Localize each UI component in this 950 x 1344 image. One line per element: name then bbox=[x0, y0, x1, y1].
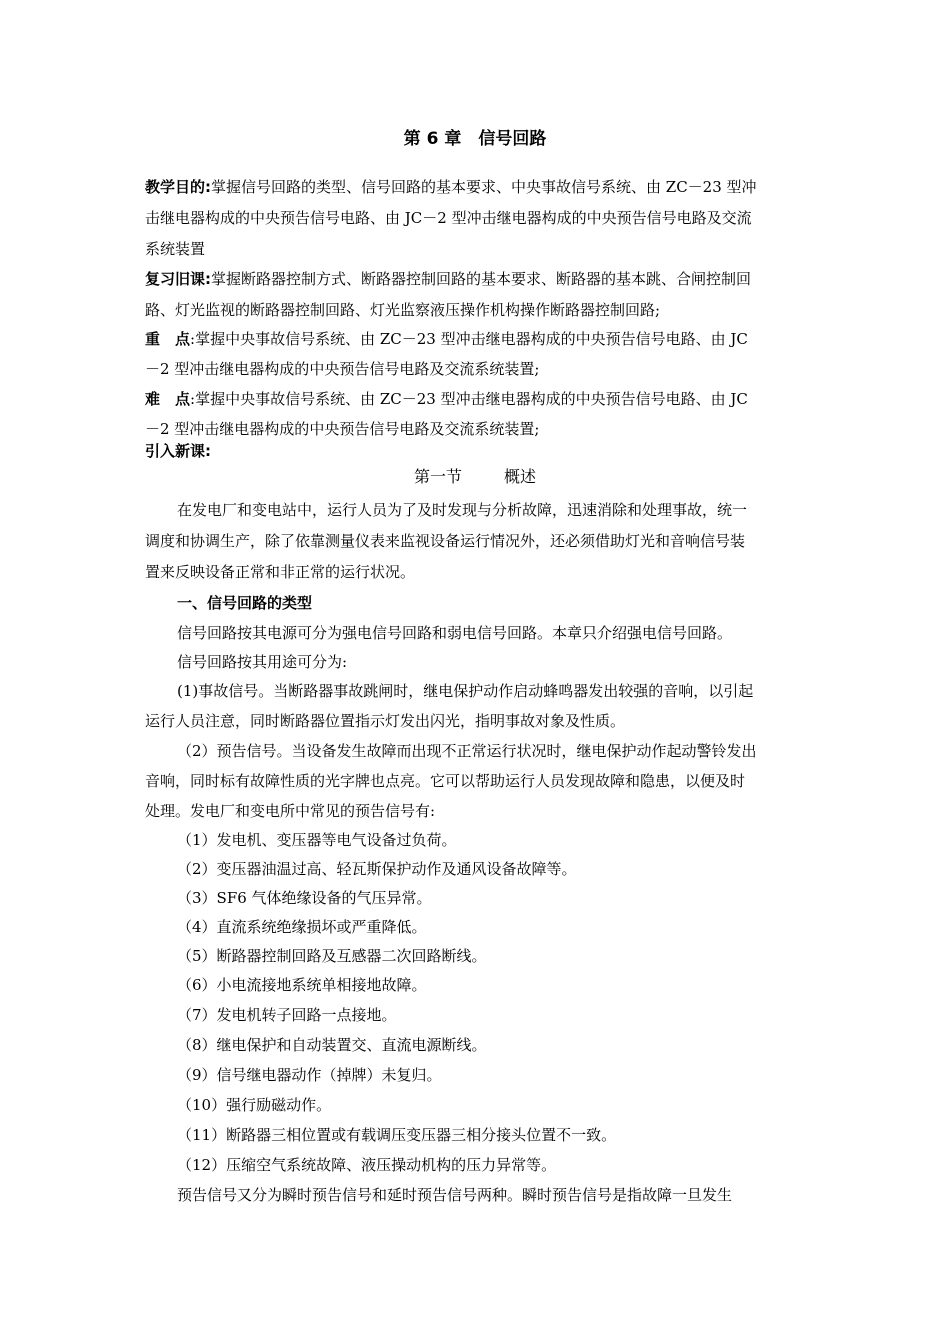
warning-signal-line-3: 处理。发电厂和变电所中常见的预告信号有: bbox=[145, 802, 436, 820]
warning-item: （7）发电机转子回路一点接地。 bbox=[177, 1006, 397, 1024]
warning-item: （2）变压器油温过高、轻瓦斯保护动作及通风设备故障等。 bbox=[177, 860, 577, 878]
subheading: 一、信号回路的类型 bbox=[177, 594, 313, 612]
section-title bbox=[0, 464, 950, 487]
accident-signal-line-1: (1)事故信号。当断路器事故跳闸时，继电保护动作启动蜂鸣器发出较强的音响，以引起 bbox=[177, 682, 754, 700]
review-label: 复习旧课: bbox=[145, 270, 211, 288]
review-text-1: 掌握断路器控制方式、断路器控制回路的基本要求、断路器的基本跳、合闸控制回 bbox=[211, 270, 752, 288]
warning-item: （3）SF6 气体绝缘设备的气压异常。 bbox=[177, 889, 432, 907]
overview-line-1: 在发电厂和变电站中，运行人员为了及时发现与分析故障，迅速消除和处理事故，统一 bbox=[177, 501, 748, 519]
warning-signal-line-1: （2）预告信号。当设备发生故障而出现不正常运行状况时，继电保护动作起动警铃发出 bbox=[177, 742, 757, 760]
chapter-title: 第 6 章 信号回路 bbox=[403, 129, 547, 149]
key-points-label: 重 点 bbox=[145, 330, 191, 348]
warning-item: （6）小电流接地系统单相接地故障。 bbox=[177, 976, 427, 994]
intro-label: 引入新课: bbox=[145, 442, 211, 460]
section-name: 概述 bbox=[504, 467, 537, 486]
difficulties-line-2: －2 型冲击继电器构成的中央预告信号电路及交流系统装置; bbox=[145, 420, 540, 438]
review-line-1 bbox=[145, 264, 807, 294]
difficulties-line-1 bbox=[145, 384, 807, 414]
accident-signal-line-2: 运行人员注意，同时断路器位置指示灯发出闪光，指明事故对象及性质。 bbox=[145, 712, 626, 730]
objectives-label: 教学目的: bbox=[145, 178, 211, 196]
warning-item: （5）断路器控制回路及互感器二次回路断线。 bbox=[177, 947, 487, 965]
objectives-line-3: 系统装置 bbox=[145, 240, 206, 258]
final-sentence: 预告信号又分为瞬时预告信号和延时预告信号两种。瞬时预告信号是指故障一旦发生 bbox=[177, 1186, 733, 1204]
review-line-2: 路、灯光监视的断路器控制回路、灯光监察液压操作机构操作断路器控制回路; bbox=[145, 301, 661, 319]
objectives-line-2: 击继电器构成的中央预告信号电路、由 JC－2 型冲击继电器构成的中央预告信号电路及交流 bbox=[145, 209, 752, 227]
warning-signal-line-2: 音响，同时标有故障性质的光字牌也点亮。它可以帮助运行人员发现故障和隐患，以便及时 bbox=[145, 772, 746, 790]
warning-item: （10）强行励磁动作。 bbox=[177, 1096, 332, 1114]
warning-item: （1）发电机、变压器等电气设备过负荷。 bbox=[177, 831, 457, 849]
overview-line-3: 置来反映设备正常和非正常的运行状况。 bbox=[145, 563, 416, 581]
power-sentence: 信号回路按其电源可分为强电信号回路和弱电信号回路。本章只介绍强电信号回路。 bbox=[177, 624, 733, 642]
key-points-line-2: －2 型冲击继电器构成的中央预告信号电路及交流系统装置; bbox=[145, 360, 540, 378]
key-points-line-1 bbox=[145, 324, 807, 354]
overview-line-2: 调度和协调生产，除了依靠测量仪表来监视设备运行情况外，还必须借助灯光和音响信号装 bbox=[145, 532, 746, 550]
objectives-text-1: 掌握信号回路的类型、信号回路的基本要求、中央事故信号系统、由 ZC－23 型冲 bbox=[211, 178, 757, 196]
warning-item: （9）信号继电器动作（掉牌）未复归。 bbox=[177, 1066, 442, 1084]
warning-item: （12）压缩空气系统故障、液压操动机构的压力异常等。 bbox=[177, 1156, 557, 1174]
usage-sentence: 信号回路按其用途可分为: bbox=[177, 653, 348, 671]
difficulties-label: 难 点 bbox=[145, 390, 191, 408]
difficulties-text-1: :掌握中央事故信号系统、由 ZC－23 型冲击继电器构成的中央预告信号电路、由 JC bbox=[190, 390, 748, 408]
objectives-line-1 bbox=[145, 172, 807, 202]
key-points-text-1: :掌握中央事故信号系统、由 ZC－23 型冲击继电器构成的中央预告信号电路、由 JC bbox=[190, 330, 748, 348]
warning-item: （8）继电保护和自动装置交、直流电源断线。 bbox=[177, 1036, 487, 1054]
section-number: 第一节 bbox=[413, 467, 462, 486]
warning-item: （11）断路器三相位置或有载调压变压器三相分接头位置不一致。 bbox=[177, 1126, 617, 1144]
warning-item: （4）直流系统绝缘损坏或严重降低。 bbox=[177, 918, 427, 936]
